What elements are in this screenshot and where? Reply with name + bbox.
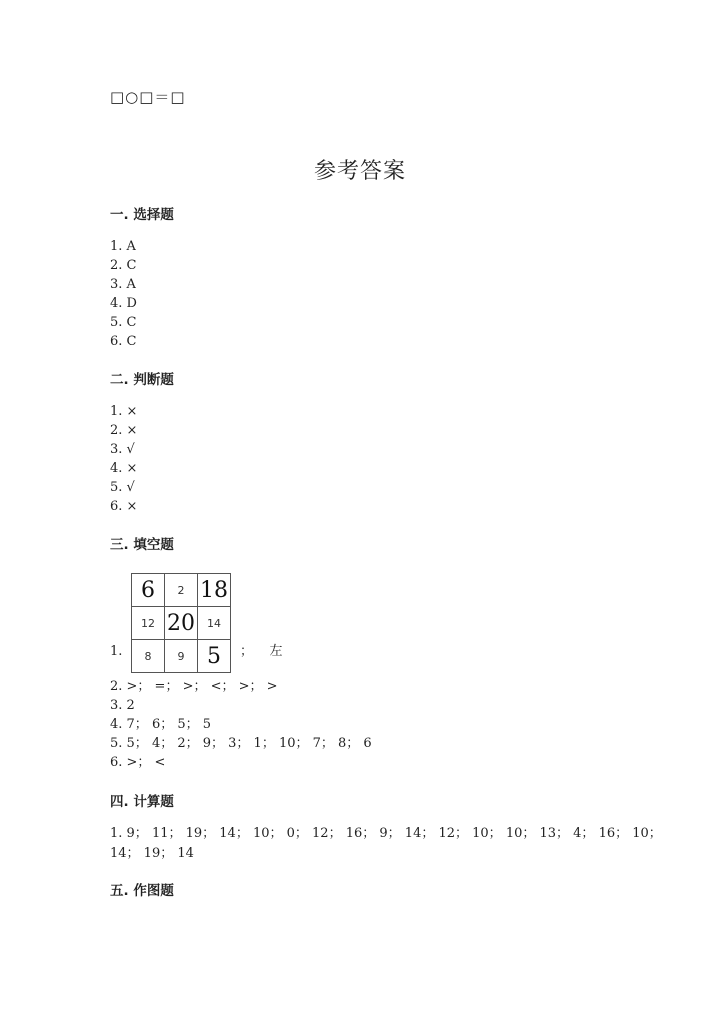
list-item: 3. A — [110, 277, 136, 292]
grid-cell: 14 — [198, 607, 231, 640]
magic-square-grid — [131, 573, 231, 673]
list-item: 5. 5； 4； 2； 9； 3； 1； 10； 7； 8； 6 — [110, 736, 372, 751]
section-heading-fill: 三. 填空题 — [110, 537, 174, 553]
section-heading-judge: 二. 判断题 — [110, 372, 174, 388]
list-item: 2. >； =； >； <； >； > — [110, 679, 278, 694]
list-item: 5. C — [110, 315, 137, 330]
list-item: 2. × — [110, 423, 138, 438]
list-item: 4. × — [110, 461, 138, 476]
page-title: 参考答案 — [313, 159, 406, 184]
list-item: 3. 2 — [110, 698, 135, 713]
grid-cell: 8 — [132, 640, 165, 673]
list-item: 5. √ — [110, 480, 135, 495]
list-item: 6. >； < — [110, 755, 166, 770]
grid-cell: 9 — [165, 640, 198, 673]
list-item: 6. C — [110, 334, 137, 349]
list-item: 4. D — [110, 296, 137, 311]
list-item: 6. × — [110, 499, 138, 514]
section-heading-calc: 四. 计算题 — [110, 794, 174, 810]
grid-cell: 6 — [132, 574, 165, 607]
section-heading-choice: 一. 选择题 — [110, 207, 174, 223]
calc-line: 1. 9； 11； 19； 14； 10； 0； 12； 16； 9； 14； 12； 10； 10； 13； 4； 16； 10； — [110, 826, 662, 841]
grid-cell: 12 — [132, 607, 165, 640]
list-item: 4. 7； 6； 5； 5 — [110, 717, 212, 732]
grid-cell: 5 — [198, 640, 231, 673]
list-item: 1. A — [110, 239, 136, 254]
grid-cell: 2 — [165, 574, 198, 607]
calc-line: 14； 19； 14 — [110, 846, 194, 861]
grid-cell: 18 — [198, 574, 231, 607]
grid-cell: 20 — [165, 607, 198, 640]
fill-item-1-suffix: ； 左 — [240, 644, 283, 659]
list-item: 1. × — [110, 404, 138, 419]
list-item: 2. C — [110, 258, 137, 273]
fill-item-1-prefix: 1. — [110, 644, 123, 659]
top-equation: □○□＝□ — [110, 88, 186, 106]
list-item: 3. √ — [110, 442, 135, 457]
section-heading-draw: 五. 作图题 — [110, 883, 174, 899]
